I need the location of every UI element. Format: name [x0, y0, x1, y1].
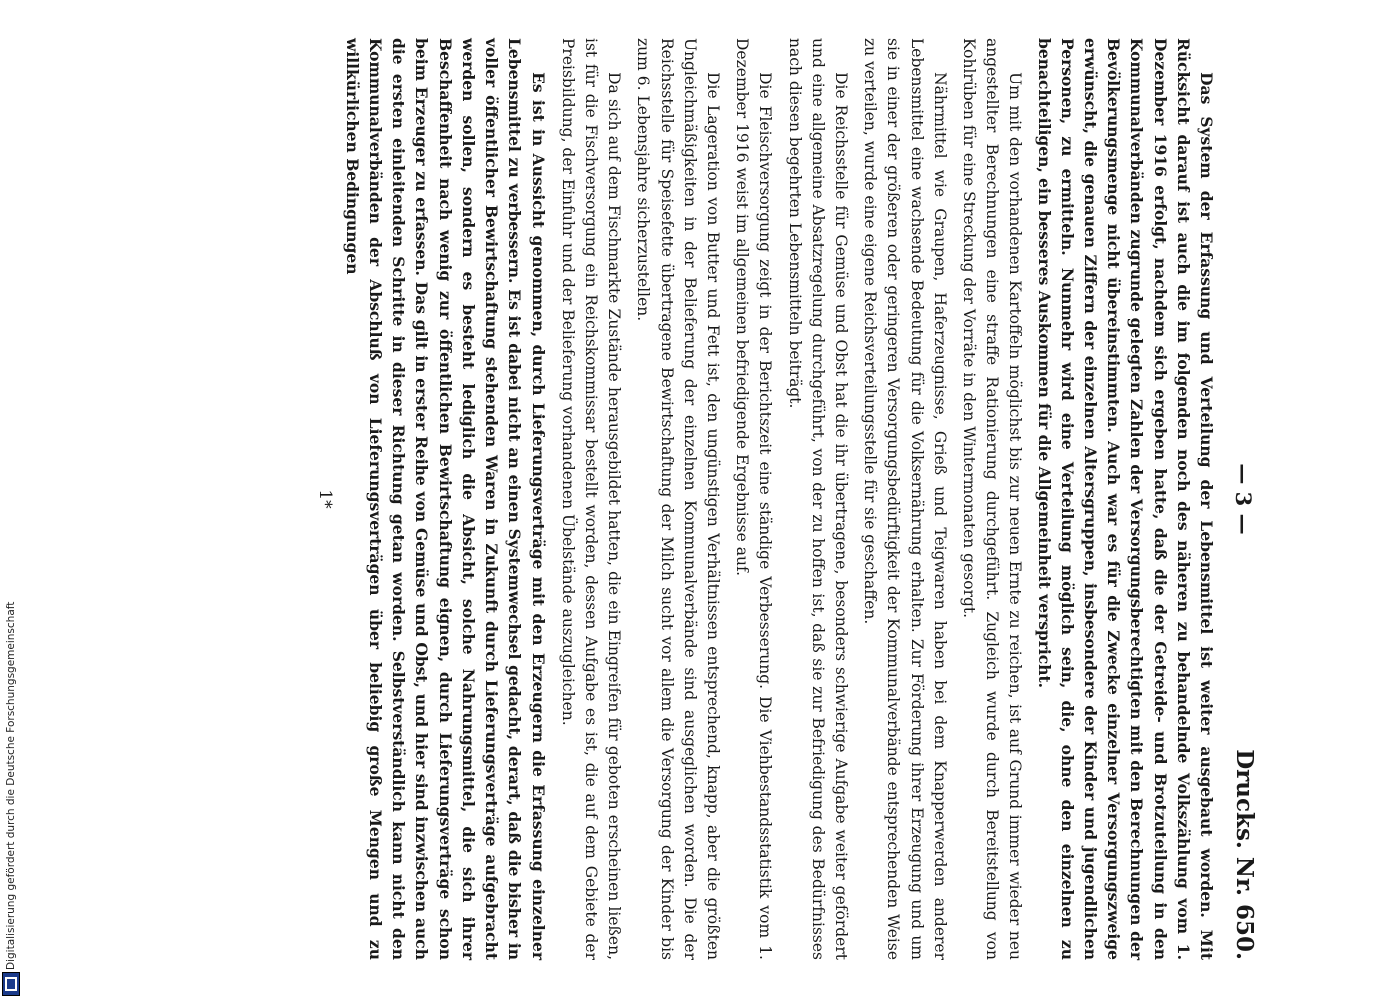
- paragraph-8: Es ist in Aussicht genommen, durch Lieferungsverträge mit den Erzeugern die Erfassung einzelner Lebensmittel zu verbessern. Es ist dabei nicht an einen Systemwechsel gedacht, derart, daß die bisher in voller öffentlicher Bewirtschaftung stehenden Waren in Zukunft durch Lieferungsverträge aufgebracht werden sollen, sondern es besteht lediglich die Absicht, solche Nahrungsmittel, die sich ihrer Beschaffenheit nach wenig zur öffentlichen Bewirtschaftung eignen, durch Lieferungsverträge schon beim Erzeuger zu erfassen. Das gilt in erster Reihe von Gemüse und Obst, und hier sind inzwischen auch die ersten einleitenden Schritte in dieser Richtung getan worden. Selbstverständlich kann nicht den Kommunalverbänden der Abschluß von Lieferungsverträgen über beliebig große Mengen und zu willkürlichen Bedingungen: [342, 38, 548, 960]
- digitization-credit-text: Digitalisierung gefördert durch die Deutsche Forschungsgemeinschaft: [5, 601, 17, 970]
- digitization-credit-strip: [0, 0, 22, 1000]
- paragraph-6: Die Lageration von Butter und Fett ist, den ungünstigen Verhältnissen entsprechend, knapp, aber die größten Ungleichmäßigkeiten in der Belieferung der einzelnen Kommunalverbände sind ausgeglichen worden. Die der Reichsstelle für Speisefette übertragene Bewirtschaftung der Milch sucht vor allem die Versorgung der Kinder bis zum 6. Lebensjahre sicherzustellen.: [634, 38, 722, 960]
- paragraph-2: Um mit den vorhandenen Kartoffeln möglichst bis zur neuen Ernte zu reichen, ist auf Grund immer wieder neu angestellter Berechnungen eine straffe Rationierung durchgeführt. Zugleich wurde durch Bereitstellung von Kohlrüben für eine Streckung der Vorräte in den Wintermonaten gesorgt.: [959, 38, 1025, 960]
- page-header: [1218, 38, 1258, 960]
- document-page: [160, 0, 1280, 1000]
- paragraph-3: Nährmittel wie Graupen, Haferzeugnisse, Grieß und Teigwaren haben bei dem Knapperwerden anderer Lebensmittel eine wachsende Bedeutung für die Volksernährung erhalten. Zur Förderung ihrer Erzeugung und um sie in einer der größeren oder geringeren Versorgungsbedürftigkeit der Kommunalverbände entsprechenden Weise zu verteilen, wurde eine eigene Reichsverteilungsstelle für sie geschaffen.: [861, 38, 949, 960]
- paragraph-5: Die Fleischversorgung zeigt in der Berichtszeit eine ständige Verbesserung. Die Viehbestandsstatistik vom 1. Dezember 1916 weist im allgemeinen befriedigende Ergebnisse auf.: [733, 38, 775, 960]
- document-number: Drucks. Nr. 650.: [1231, 749, 1258, 960]
- dfg-logo: [2, 972, 20, 996]
- paragraph-7: Da sich auf dem Fischmarkte Zustände herausgebildet hatten, die ein Eingreifen für geboten erscheinen ließen, ist für die Fischversorgung ein Reichskommissar bestellt worden, dessen Aufgabe es ist, die auf dem Gebiete der Preisbildung, der Einfuhr und der Belieferung vorhandenen Übelstände auszugleichen.: [558, 38, 624, 960]
- paragraph-1: Das System der Erfassung und Verteilung der Lebensmittel ist weiter ausgebaut worden. Mit Rücksicht darauf ist auch die im folgenden noch des näheren zu behandelnde Volkszählung vom 1. Dezember 1916 erfolgt, nachdem sich ergeben hatte, daß die der Getreide- und Brotzuteilung in den Kommunalverbänden zugrunde gelegten Zahlen der Versorgungsberechtigten mit den Berechnungen der Bevölkerungsmenge nicht übereinstimmten. Auch war es für die Zwecke einzelner Versorgungszweige erwünscht, die genauen Ziffern der einzelnen Altersgruppen, insbesondere der Kinder und jugendlichen Personen, zu ermitteln. Nunmehr wird eine Verteilung möglich sein, die, ohne den einzelnen zu benachteiligen, ein besseres Auskommen für die Allgemeinheit verspricht.: [1034, 38, 1216, 960]
- signature-mark: 1*: [314, 489, 335, 509]
- paragraph-4: Die Reichsstelle für Gemüse und Obst hat die ihr übertragene, besonders schwierige Aufgabe weiter gefördert und eine allgemeine Absatzregelung durchgeführt, von der zu hoffen ist, daß sie zur Befriedigung des Bedürfnisses nach diesen begehrten Lebensmitteln beiträgt.: [785, 38, 850, 960]
- page-number: — 3 —: [1231, 463, 1256, 535]
